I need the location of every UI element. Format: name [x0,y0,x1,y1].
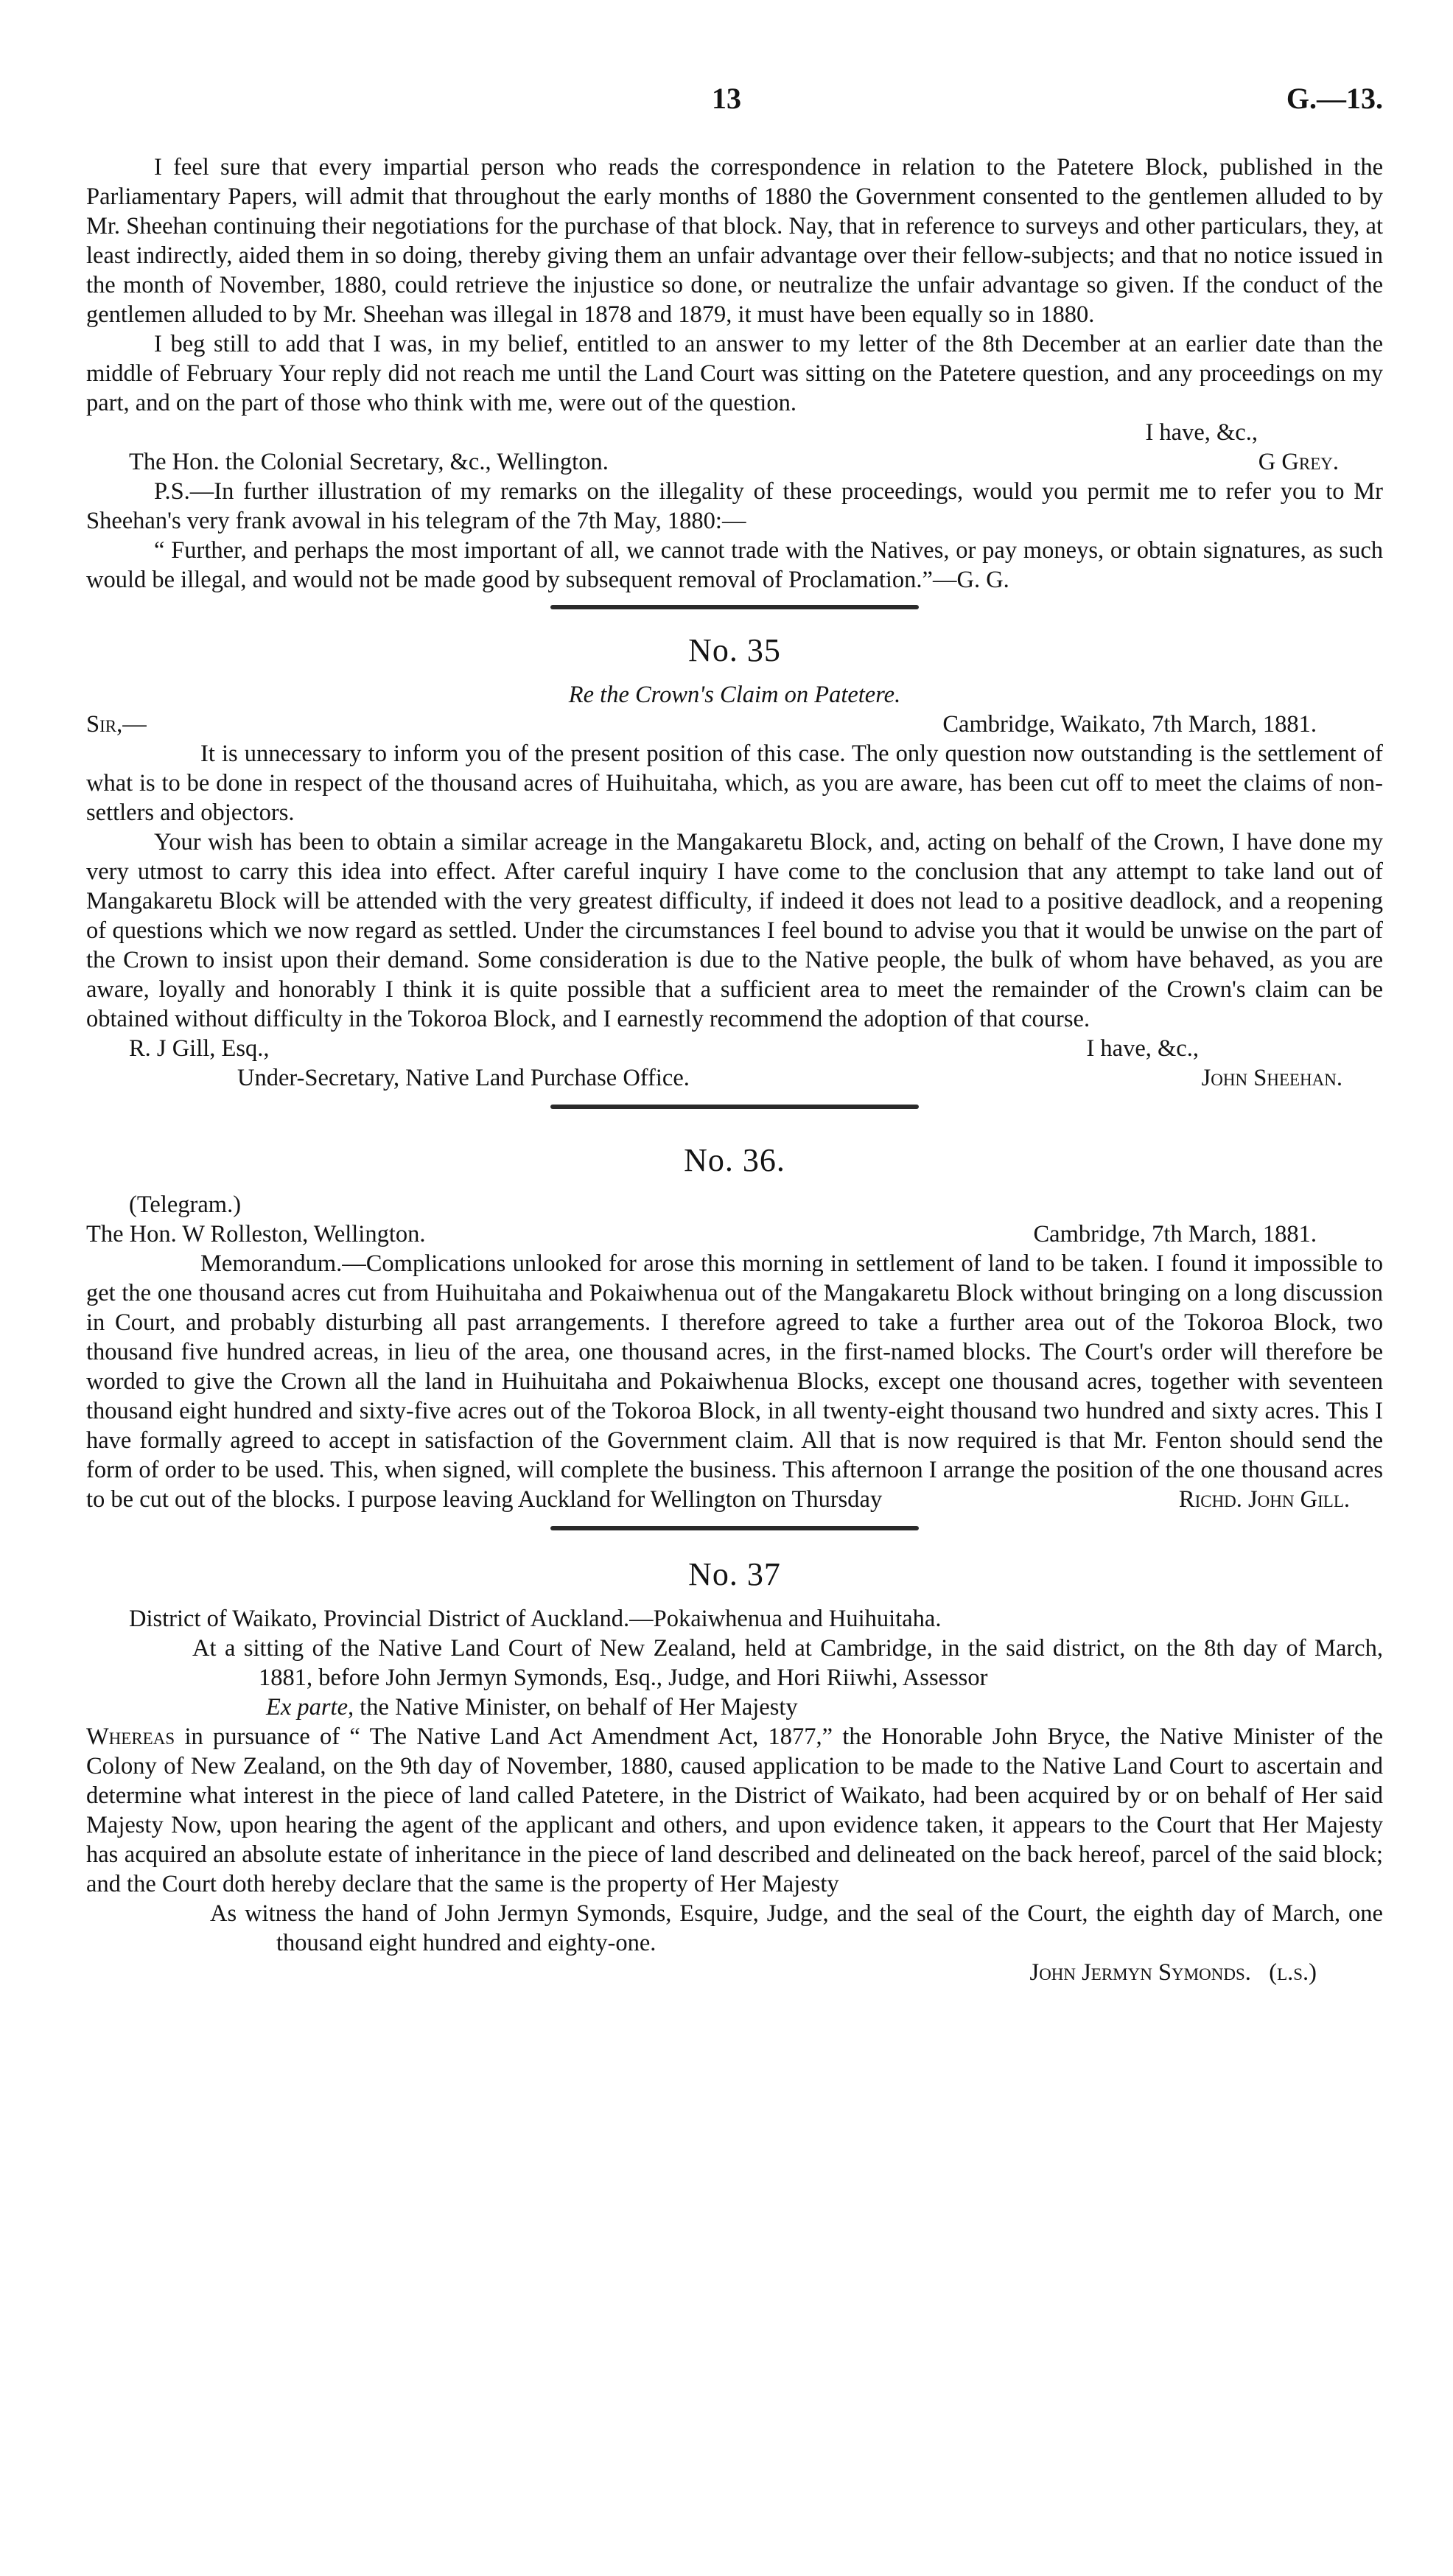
no37-ex-parte [86,1693,1383,1722]
section-divider [86,1517,1383,1538]
no37-seal: (l.s.) [1269,1959,1317,1986]
no37-heading: No. 37 [688,1556,781,1592]
letter-signature-row [86,447,1383,477]
no36-place-date: Cambridge, 7th March, 1881. [1033,1221,1317,1247]
section-divider [86,1096,1383,1116]
no36-signature: Richd. John Gill. [1178,1486,1350,1513]
no36-type: (Telegram.) [129,1191,242,1218]
letter-postscript: P.S.—In further illustration of my remarks on the illegality of these proceedings, would you permit me to refer you to Mr Sheehan's very frank avowal in his telegram of the 7th May, 1880:— [86,478,1383,534]
no35-paragraph-1: It is unnecessary to inform you of the present position of this case. The only question now outstanding is the settlement of what is to be done in respect of the thousand acres of Huihuitaha, which, as you are aware, has been cut off to meet the claims of non-settlers and objectors. [86,741,1383,826]
no35-heading: No. 35 [688,632,781,668]
no36-address-row [86,1219,1383,1249]
no35-place-date: Cambridge, Waikato, 7th March, 1881. [942,711,1317,738]
page-number: 13 [712,82,741,115]
letter-closing-row [86,418,1383,447]
no37-whereas-text: in pursuance of “ The Native Land Act Amendment Act, 1877,” the Honorable John Bryce, the Native Minister of the Colony of New Zealand, on the 9th day of November, 1880, caused application to be made to the Native Land Court to ascertain and determine what interest in the piece of land called Patetere, in the District of Waikato, had been acquired by or on behalf of Her said Majesty Now, upon hearing the agent of the applicant and others, and upon evidence taken, it appears to the Court that Her Majesty has acquired an absolute estate of inheritance in the piece of land described and delineated on the back hereof, parcel of the said block; and the Court doth hereby declare that the same is the property of Her Majesty [86,1723,1383,1897]
no37-whereas [86,1722,1383,1899]
no37-signature-block [1030,1958,1383,1987]
no35-salutation-row [86,710,1383,739]
no35-paragraph-2: Your wish has been to obtain a similar acreage in the Mangakaretu Block, and, acting on behalf of the Crown, I have done my very utmost to carry this idea into effect. After careful inquiry I have come to the conclusion that any attempt to take land out of Mangakaretu Block will be attended with the very greatest difficulty, if indeed it does not lead to a positive deadlock, and a reopening of questions which we now regard as settled. Under the circumstances I feel bound to advise you that it would be unwise on the part of the Crown to insist upon their demand. Some consideration is due to the Native people, the bulk of whom have behaved, as you are aware, loyally and honorably I think it is quite possible that a sufficient area to meet the remainder of the Crown's claim can be obtained without difficulty in the Tokoroa Block, and I earnestly recommend the adoption of that course. [86,829,1383,1032]
no37-ex-parte-text: the Native Minister, on behalf of Her Majesty [354,1694,798,1721]
letter-addressee: The Hon. the Colonial Secretary, &c., Wellington. [129,449,609,475]
letter-signature: G Grey. [1258,449,1339,475]
no35-closing: I have, &c., [1086,1035,1199,1062]
section-divider [86,596,1383,617]
no37-whereas-word: Whereas [86,1723,175,1750]
no37-witness: As witness the hand of John Jermyn Symonds, Esquire, Judge, and the seal of the Court, the eighth day of March, one thousand eight hundred and eighty-one. [210,1900,1383,1956]
no37-signature: John Jermyn Symonds. [1029,1959,1251,1986]
no37-signature-row [86,1958,1383,1987]
no35-signature-row [86,1063,1383,1093]
no36-heading: No. 36. [684,1142,785,1178]
page-body [86,153,1383,1987]
no35-addressee: R. J Gill, Esq., [129,1035,270,1062]
letter-quote: “ Further, and perhaps the most important of all, we cannot trade with the Natives, or pay moneys, or obtain signatures, as such would be illegal, and would not be made good by subsequent removal of Proclamation.”—G. G. [86,537,1383,593]
no35-signature: John Sheehan. [1201,1065,1342,1091]
letter-paragraph-1: I feel sure that every impartial person who reads the correspondence in relation to the Patetere Block, published in the Parliamentary Papers, will admit that throughout the early months of 1880 the Government consented to the gentlemen alluded to by Mr. Sheehan continuing their negotiations for the purchase of that block. Nay, that in reference to surveys and other particulars, they, at least indirectly, aided them in so doing, thereby giving them an unfair advantage over their fellow-subjects; and that no notice issued in the month of November, 1880, could retrieve the injustice so done, or neutralize the unfair advantage so given. If the conduct of the gentlemen alluded to by Mr. Sheehan was illegal in 1878 and 1879, it must have been equally so in 1880. [86,154,1383,328]
no36-body: Memorandum.—Complications unlooked for arose this morning in settlement of land to be taken. I found it impossible to get the one thousand acres cut from Huihuitaha and Pokaiwhenua out of the Mangakaretu Block without bringing on a long discussion in Court, and probably disturbing all past arrangements. I therefore agreed to take a further area out of the Tokoroa Block, two thousand five hundred acreas, in lieu of the area, one thousand acres, in the first-named blocks. The Court's order will therefore be worded to give the Crown all the land in Huihuitaha and Pokaiwhenua Blocks, except one thousand acres, together with seventeen thousand eight hundred and sixty-five acres out of the Tokoroa Block, in all twenty-eight thousand two hundred and sixty acres. This I have formally agreed to accept in satisfaction of the Government claim. All that is now required is that Mr. Fenton should send the form of order to be used. This, when signed, will complete the business. This afternoon I arrange the position of the one thousand acres to be cut out of the blocks. I purpose leaving Auckland for Wellington on Thursday [86,1250,1383,1513]
no35-closing-row [86,1034,1383,1063]
no35-salutation: Sir,— [86,711,147,738]
no37-sitting: At a sitting of the Native Land Court of New Zealand, held at Cambridge, in the said district, on the 8th day of March, 1881, before John Jermyn Symonds, Esq., Judge, and Hori Riiwhi, Assessor [192,1635,1383,1691]
no37-district: District of Waikato, Provincial District of Auckland.—Pokaiwhenua and Huihuitaha. [129,1606,942,1632]
no36-addressee: The Hon. W Rolleston, Wellington. [86,1221,426,1247]
no35-addressee-title: Under-Secretary, Native Land Purchase Office. [237,1065,690,1091]
no35-subtitle: Re the Crown's Claim on Patetere. [568,682,901,708]
document-reference: G.—13. [1286,82,1383,115]
letter-closing: I have, &c., [1145,419,1258,446]
letter-paragraph-2: I beg still to add that I was, in my belief, entitled to an answer to my letter of the 8th December at an earlier date than the middle of February Your reply did not reach me until the Land Court was sitting on the Patetere question, and any proceedings on my part, and on the part of those who think with me, were out of the question. [86,331,1383,416]
no37-ex-parte-label: Ex parte, [266,1694,354,1721]
